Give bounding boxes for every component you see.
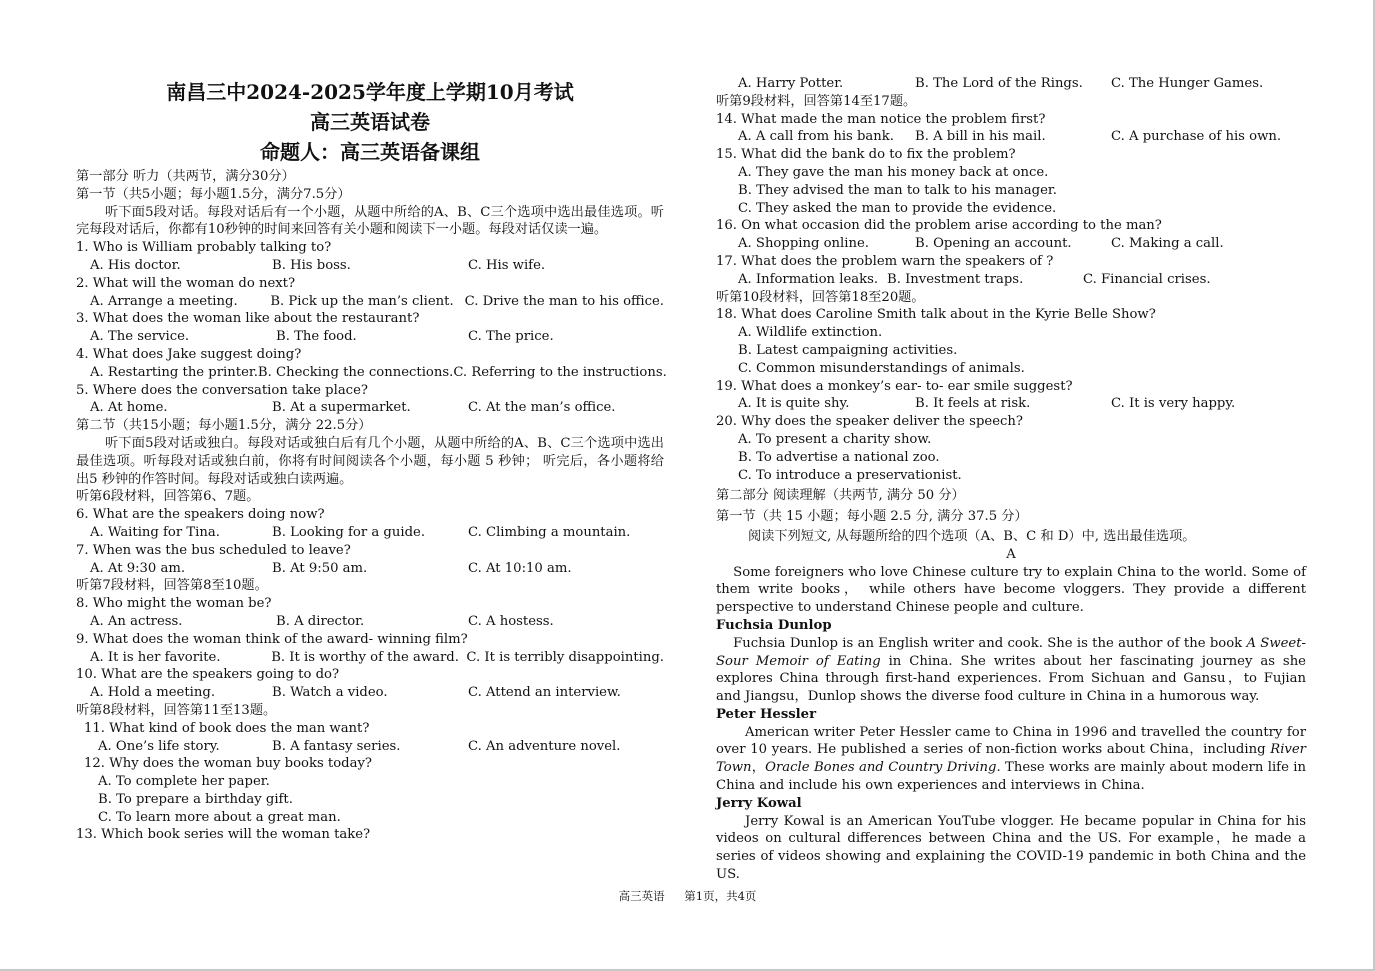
question-stem: 10. What are the speakers going to do? (76, 667, 340, 683)
question-stem: 17. What does the problem warn the speakers of ? (716, 253, 1054, 269)
question-11 (76, 720, 664, 756)
question-4 (76, 346, 667, 382)
option-a: A. To complete her paper. (98, 774, 270, 790)
question-20 (716, 413, 1306, 484)
option-c: C. It is very happy. (1111, 396, 1236, 412)
person-2-text (716, 724, 1306, 795)
option-a: A. An actress. (90, 613, 183, 629)
option-b: B. Checking the connections. (257, 364, 454, 380)
option-c: C. Referring to the instructions. (453, 364, 667, 380)
question-1 (76, 239, 664, 275)
option-a: A. Harry Potter. (738, 76, 844, 91)
question-stem: 16. On what occasion did the problem arise according to the man? (716, 218, 1162, 234)
text-run: Fuchsia Dunlop is an English writer and cook. She is the author of the book (733, 635, 1247, 651)
book-title: River Town (716, 742, 1306, 776)
person-3-text: Jerry Kowal is an American YouTube vlogger. He became popular in China for his videos on cultural differences between China and the US. For example，he made a series of videos showing and explaining the COVID-19 pandemic in both China and the US. (716, 813, 1306, 883)
option-c: C. At 10:10 am. (468, 560, 572, 576)
part2-title: 第二部分 阅读理解（共两节, 满分 50 分） (716, 488, 965, 504)
text-run: American writer Peter Hessler came to China in 1996 and travelled the country for over 10 years. He published a series of non-fiction works about China，including (716, 724, 1306, 758)
option-a: A. It is quite shy. (738, 396, 850, 412)
question-8 (76, 595, 664, 631)
separator: ， (751, 760, 766, 776)
option-c: C. It is terribly disappointing. (466, 649, 664, 665)
question-18 (716, 306, 1306, 377)
question-14 (716, 111, 1306, 147)
option-b: B. Investment traps. (887, 271, 1024, 287)
question-5 (76, 382, 664, 418)
option-c: C. The price. (468, 329, 554, 345)
material-8-label: 听第8段材料，回答第11至13题。 (76, 702, 277, 718)
option-c: C. Drive the man to his office. (464, 293, 664, 309)
option-a: A. At home. (90, 400, 168, 416)
footer-subject: 高三英语 (618, 889, 665, 903)
option-a: A. At 9:30 am. (90, 560, 186, 576)
left-column (76, 74, 667, 844)
question-2 (76, 275, 664, 311)
question-9 (76, 631, 664, 667)
option-a: A. His doctor. (90, 257, 181, 273)
option-a: A. Wildlife extinction. (738, 325, 883, 341)
text-run: in China. She writes about her fascinating journey as she explores China through first-hand experiences. From Sichuan and Gansu，to Fujian and Jiangsu，Dunlop shows the diverse food culture in China in a humorous way. (716, 653, 1306, 705)
person-2-name: Peter Hessler (716, 706, 817, 722)
exam-title: 南昌三中2024-2025学年度上学期10月考试 (166, 80, 574, 104)
question-stem: 20. Why does the speaker deliver the speech? (716, 414, 1023, 430)
option-b: B. Opening an account. (915, 236, 1072, 252)
question-7 (76, 542, 664, 578)
question-stem: 7. When was the bus scheduled to leave? (76, 542, 351, 558)
question-13-options (716, 75, 1306, 93)
material-10-label: 听第10段材料，回答第18至20题。 (716, 289, 925, 305)
question-12 (76, 755, 664, 826)
option-a: A. Hold a meeting. (90, 685, 216, 701)
option-c: C. To introduce a preservationist. (738, 467, 962, 483)
option-a: A. Waiting for Tina. (90, 524, 220, 540)
option-b: B. The food. (276, 329, 357, 345)
question-3 (76, 310, 664, 346)
option-c: C. The Hunger Games. (1111, 76, 1264, 91)
question-stem: 6. What are the speakers doing now? (76, 507, 325, 523)
option-b: B. Watch a video. (272, 685, 388, 701)
question-15 (716, 146, 1306, 217)
option-b: B. A director. (276, 613, 365, 629)
question-stem: 14. What made the man notice the problem first? (716, 111, 1046, 127)
question-10 (76, 666, 664, 702)
question-17 (716, 253, 1306, 289)
option-c: C. His wife. (468, 257, 546, 273)
book-title: A Sweet-Sour Memoir of Eating (716, 635, 1306, 669)
person-1-name: Fuchsia Dunlop (716, 617, 832, 633)
option-c: C. Common misunderstandings of animals. (738, 360, 1025, 376)
question-stem: 5. Where does the conversation take place? (76, 382, 368, 398)
option-b: B. They advised the man to talk to his manager. (738, 182, 1057, 198)
option-b: B. To prepare a birthday gift. (98, 791, 293, 807)
question-19 (716, 378, 1306, 414)
footer-page-number: 第1页，共4页 (684, 889, 757, 903)
question-stem: 19. What does a monkey’s ear- to- ear smile suggest? (716, 378, 1073, 394)
option-a: A. To present a charity show. (738, 431, 932, 447)
material-6-label: 听第6段材料，回答第6、7题。 (76, 489, 260, 505)
option-b: B. Looking for a guide. (272, 524, 426, 540)
option-b: B. A bill in his mail. (915, 129, 1046, 145)
part2-instructions: 阅读下列短文, 从每题所给的四个选项（A、B、C 和 D）中, 选出最佳选项。 (748, 528, 1196, 544)
section2-title: 第二节（共15小题；每小题1.5分，满分 22.5分） (76, 418, 372, 434)
option-a: A. They gave the man his money back at once. (738, 164, 1049, 180)
section1-title: 第一节（共5小题；每小题1.5分，满分7.5分） (76, 186, 351, 202)
option-c: C. Making a call. (1111, 236, 1224, 252)
option-b: B. At a supermarket. (272, 400, 411, 416)
option-c: C. To learn more about a great man. (98, 809, 341, 825)
option-c: C. Climbing a mountain. (468, 524, 631, 540)
option-c: C. A hostess. (468, 613, 554, 629)
option-a: A. One’s life story. (98, 738, 220, 754)
option-c: C. Attend an interview. (468, 685, 621, 701)
person-3-name: Jerry Kowal (716, 795, 802, 811)
option-b: B. The Lord of the Rings. (915, 76, 1083, 91)
section1-instructions: 听下面5段对话。每段对话后有一个小题，从题中所给的A、B、C三个选项中选出最佳选项。听完每段对话后，你都有10秒钟的时间来回答有关小题和阅读下一小题。每段对话仅读一遍。 (76, 204, 664, 238)
part1-title: 第一部分 听力（共两节，满分30分） (76, 169, 295, 184)
option-a: A. Arrange a meeting. (90, 293, 238, 309)
section2-instructions: 听下面5段对话或独白。每段对话或独白后有几个小题，从题中所给的A、B、C三个选项中选出最佳选项。听每段对话或独白前，你将有时间阅读各个小题，每小题 5 秒钟； 听完后，各小题将给出5 秒钟的作答时间。每段对话或独白读两遍。 (76, 435, 664, 487)
page-footer (0, 888, 1375, 904)
passage-label: A (1006, 546, 1016, 562)
option-c: C. A purchase of his own. (1111, 129, 1282, 145)
question-stem: 2. What will the woman do next? (76, 275, 296, 291)
person-1-text (716, 635, 1306, 706)
option-b: B. It feels at risk. (915, 396, 1031, 412)
question-stem: 15. What did the bank do to fix the problem? (716, 147, 1016, 163)
material-7-label: 听第7段材料，回答第8至10题。 (76, 578, 268, 594)
passage-intro: Some foreigners who love Chinese culture try to explain China to the world. Some of them write books， while others have become vloggers. They provide a different perspective to understand Chinese people and culture. (716, 564, 1306, 616)
question-stem: 1. Who is William probably talking to? (76, 240, 332, 256)
option-c: C. At the man’s office. (468, 400, 616, 416)
option-a: A. The service. (90, 329, 190, 345)
option-b: B. To advertise a national zoo. (738, 449, 940, 465)
option-a: A. It is her favorite. (90, 649, 221, 665)
option-b: B. At 9:50 am. (272, 560, 368, 576)
question-stem: 8. Who might the woman be? (76, 596, 272, 612)
material-9-label: 听第9段材料，回答第14至17题。 (716, 93, 917, 109)
option-a: A. Restarting the printer. (90, 364, 258, 380)
question-stem: 11. What kind of book does the man want? (84, 720, 370, 736)
paper-title: 高三英语试卷 (310, 110, 430, 134)
question-6 (76, 506, 664, 542)
option-b: B. A fantasy series. (272, 738, 401, 754)
part2-section1-title: 第一节（共 15 小题；每小题 2.5 分, 满分 37.5 分） (716, 509, 1028, 525)
question-16 (716, 217, 1306, 253)
option-a: A. Information leaks. (738, 271, 879, 287)
question-stem: 4. What does Jake suggest doing? (76, 346, 302, 362)
author-line: 命题人：高三英语备课组 (260, 140, 480, 164)
question-stem: 9. What does the woman think of the award- winning film? (76, 631, 468, 647)
option-a: A. A call from his bank. (738, 129, 894, 145)
question-stem: 12. Why does the woman buy books today? (84, 756, 372, 772)
right-column (716, 75, 1306, 884)
question-stem: 3. What does the woman like about the restaurant? (76, 311, 420, 327)
question-stem: 18. What does Caroline Smith talk about in the Kyrie Belle Show? (716, 307, 1156, 323)
option-b: B. It is worthy of the award. (271, 649, 459, 665)
option-a: A. Shopping online. (738, 236, 869, 252)
book-title: Oracle Bones and Country Driving (765, 760, 997, 776)
option-b: B. Latest campaigning activities. (738, 342, 958, 358)
option-c: C. Financial crises. (1083, 271, 1211, 287)
text-run: . These works are mainly about modern life in China and include his own experiences and interviews in China. (716, 760, 1306, 794)
option-b: B. Pick up the man’s client. (270, 293, 454, 309)
option-c: C. They asked the man to provide the evidence. (738, 200, 1057, 216)
question-13-stem: 13. Which book series will the woman take? (76, 827, 371, 843)
option-b: B. His boss. (272, 257, 351, 273)
option-c: C. An adventure novel. (468, 738, 621, 754)
